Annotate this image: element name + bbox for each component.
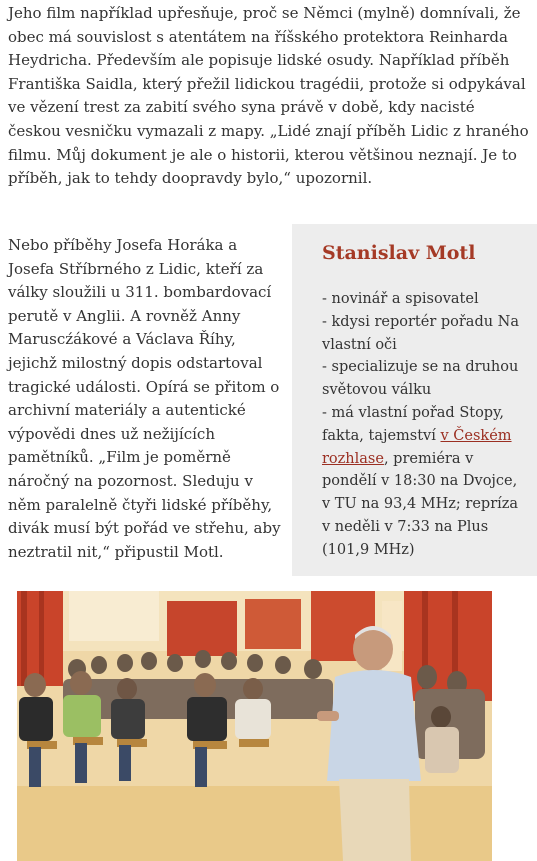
info-box-item xyxy=(322,402,523,562)
cesky-rozhlas-link[interactable]: v Českém rozhlase xyxy=(322,427,512,467)
info-box-item: - specializuje se na druhou světovou válku xyxy=(322,359,519,399)
article-paragraph: Nebo příběhy Josefa Horáka a Josefa Stříbrného z Lidic, kteří za války sloužili u 311. bombardovací perutě v Anglii. A rovněž Anny Maruscźákové a Václava Říhy, jejichž milostný dopis odstartoval tragické události. Opírá se přitom o archivní materiály a autentické výpovědi dnes už nežijících pamětníků. „Film je poměrně náročný na pozornost. Sleduju v něm paralelně čtyři lidské příběhy, divák musí být pořád ve střehu, aby neztratil nit,“ připustil Motl. xyxy=(8,236,281,561)
info-box-item-text: - má vlastní pořad Stopy, fakta, tajemství xyxy=(322,404,504,444)
classroom-photo xyxy=(17,591,492,861)
info-box-item: - novinář a spisovatel xyxy=(322,291,479,307)
info-box xyxy=(292,224,537,576)
info-box-list xyxy=(322,288,523,562)
info-box-item-text: , premiéra v pondělí v 18:30 na Dvojce, v TU na 93,4 MHz; repríza v neděli v 7:33 na Plus (101,9 MHz) xyxy=(322,450,519,558)
article-paragraph: Jeho film například upřesňuje, proč se Němci (mylně) domnívali, že obec má souvislost s atentátem na říšského protektora Reinharda Heydricha. Především ale popisuje lidské osudy. Například příběh Františka Saidla, který přežil lidickou tragédii, protože si odpykával ve vězení trest za zabití svého syna právě v době, kdy nacisté českou vesničku vymazali z mapy. „Lidé znají příběh Lidic z hraného filmu. Můj dokument je ale o historii, kterou většinou neznají. Je to příběh, jak to tehdy doopravdy bylo,“ upozornil. xyxy=(8,4,529,188)
info-box-title: Stanislav Motl xyxy=(322,242,476,264)
info-box-item: - kdysi reportér pořadu Na vlastní oči xyxy=(322,313,520,353)
